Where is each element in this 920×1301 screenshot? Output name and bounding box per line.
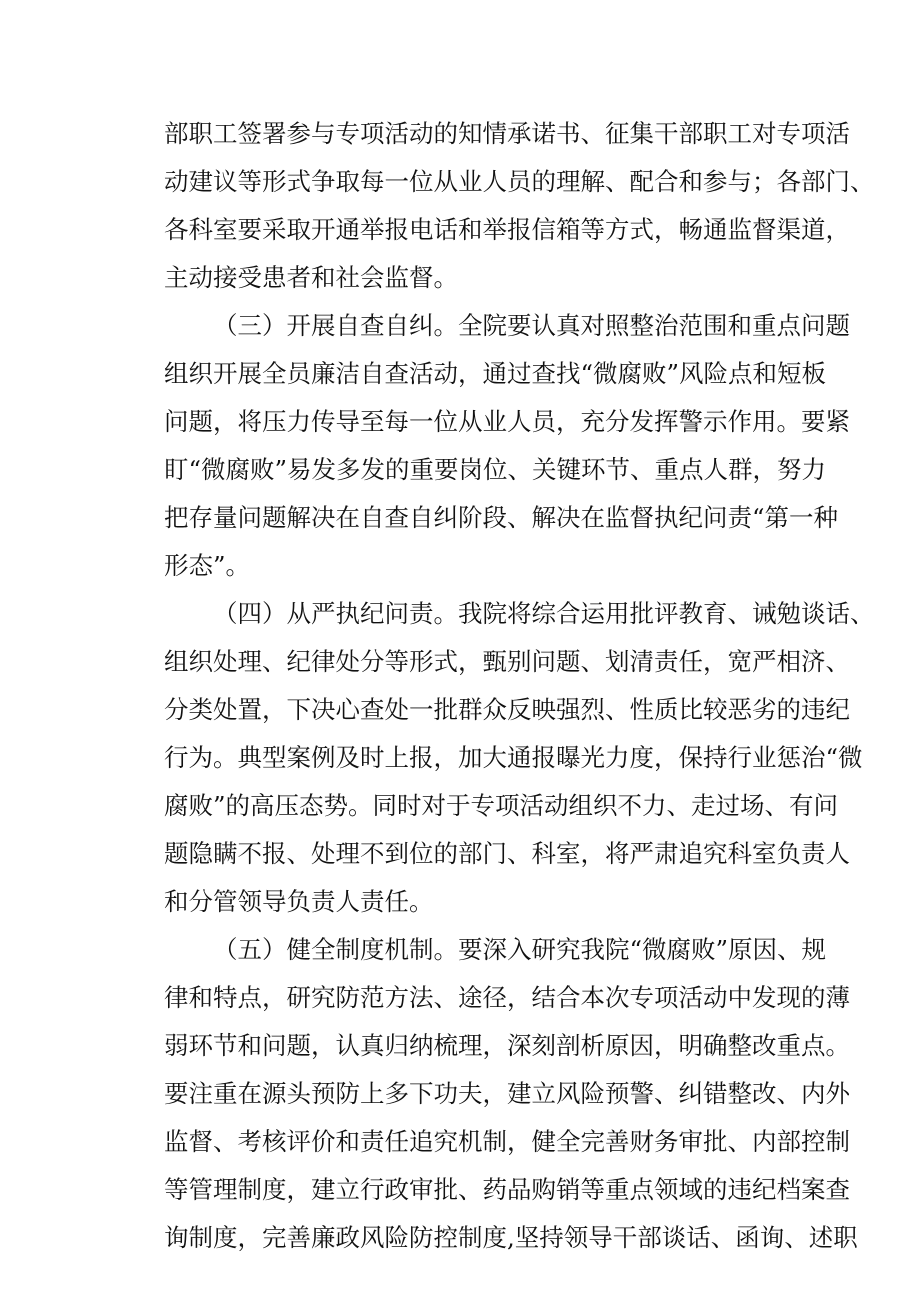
text-line: 组织开展全员廉洁自查活动，通过查找“微腐败”风险点和短板 — [164, 359, 827, 388]
text-line: 各科室要采取开通举报电话和举报信箱等方式，畅通监督渠道， — [164, 215, 850, 244]
text-line: 律和特点，研究防范方法、途径，结合本次专项活动中发现的薄 — [164, 983, 850, 1012]
section-heading-line: （四）从严执纪问责。我院将综合运用批评教育、诫勉谈话、 — [213, 599, 875, 628]
section-heading-line: （三）开展自查自纠。全院要认真对照整治范围和重点问题 — [213, 311, 850, 340]
text-line: 要注重在源头预防上多下功夫，建立风险预警、纠错整改、内外 — [164, 1079, 850, 1108]
text-line: 和分管领导负责人责任。 — [164, 887, 434, 916]
text-line: 等管理制度，建立行政审批、药品购销等重点领域的违纪档案查 — [164, 1175, 850, 1204]
text-line: 题隐瞒不报、处理不到位的部门、科室，将严肃追究科室负责人 — [164, 839, 850, 868]
text-line: 主动接受患者和社会监督。 — [164, 263, 458, 292]
text-line: 分类处置，下决心查处一批群众反映强烈、性质比较恶劣的违纪 — [164, 695, 850, 724]
text-line: 腐败”的高压态势。同时对于专项活动组织不力、走过场、有问 — [164, 791, 839, 820]
text-line: 行为。典型案例及时上报，加大通报曝光力度，保持行业惩治“微 — [164, 743, 863, 772]
text-line: 监督、考核评价和责任追究机制，健全完善财务审批、内部控制 — [164, 1127, 850, 1156]
text-line: 部职工签署参与专项活动的知情承诺书、征集干部职工对专项活 — [164, 119, 850, 148]
text-line: 动建议等形式争取每一位从业人员的理解、配合和参与；各部门、 — [164, 167, 875, 196]
text-line: 问题，将压力传导至每一位从业人员，充分发挥警示作用。要紧 — [164, 407, 850, 436]
text-line: 弱环节和问题，认真归纳梳理，深刻剖析原因，明确整改重点。 — [164, 1031, 850, 1060]
text-line: 把存量问题解决在自查自纠阶段、解决在监督执纪问责“第一种 — [164, 503, 839, 532]
text-line: 形态”。 — [164, 551, 251, 580]
text-line: 组织处理、纪律处分等形式，甄别问题、划清责任，宽严相济、 — [164, 647, 850, 676]
section-heading-line: （五）健全制度机制。要深入研究我院“微腐败”原因、规 — [213, 935, 827, 964]
text-line: 盯“微腐败”易发多发的重要岗位、关键环节、重点人群，努力 — [164, 455, 827, 484]
text-line: 询制度，完善廉政风险防控制度,坚持领导干部谈话、函询、述职 — [164, 1223, 858, 1252]
